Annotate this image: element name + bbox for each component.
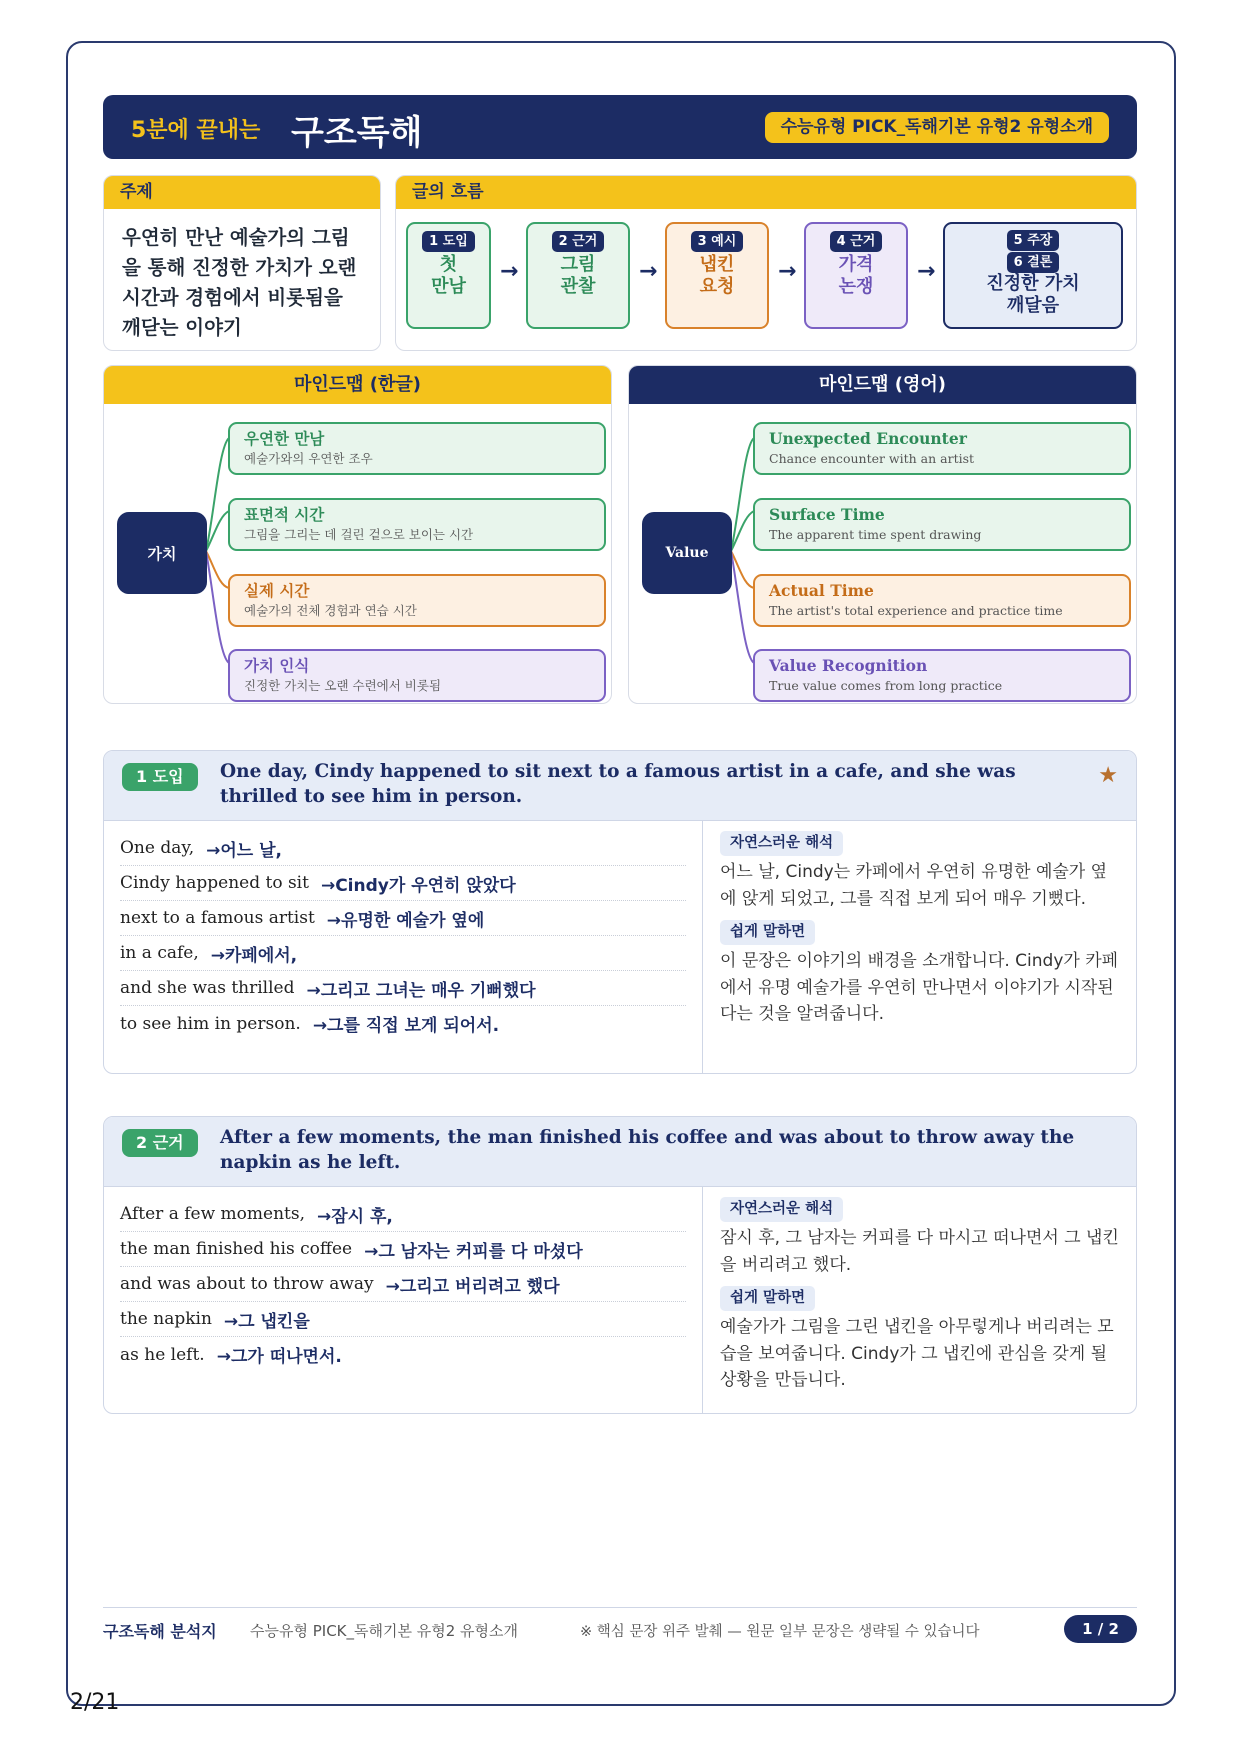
mindmap-node-desc: True value comes from long practice (769, 678, 1003, 693)
footer-title: 구조독해 분석지 (103, 1622, 217, 1641)
chunk-korean: →그리고 그녀는 매우 기뻐했다 (306, 980, 536, 1001)
chunk-row (120, 1197, 686, 1232)
flow-step-tag: 4 근거 (830, 231, 883, 252)
flow-step-5 (943, 222, 1123, 329)
flow-step-label: 첫 만남 (431, 254, 466, 297)
chunk-english: next to a famous artist (120, 908, 315, 928)
easy-explanation-label: 쉽게 말하면 (720, 920, 815, 945)
flow-step-tag: 2 근거 (552, 231, 605, 252)
section-divider (702, 821, 703, 1074)
chunk-list (120, 831, 686, 1041)
section-tag: 1 도입 (122, 763, 198, 791)
chunk-korean: →어느 날, (206, 840, 283, 861)
chunk-korean: →그 남자는 커피를 다 마셨다 (364, 1241, 583, 1262)
natural-translation-text: 잠시 후, 그 남자는 커피를 다 마시고 떠나면서 그 냅킨을 버리려고 했다. (720, 1228, 1119, 1275)
chunk-row (120, 831, 686, 866)
chunk-english: and was about to throw away (120, 1274, 374, 1294)
flow-step-label: 진정한 가치 깨달음 (986, 273, 1080, 316)
mindmap-node-title: Unexpected Encounter (769, 429, 967, 448)
mindmap-node-title: Surface Time (769, 505, 885, 524)
mindmap-korean (103, 365, 612, 704)
footer-subtitle: 수능유형 PICK_독해기본 유형2 유형소개 (250, 1622, 518, 1640)
mindmap-node-desc: 진정한 가치는 오랜 수련에서 비롯됨 (244, 678, 442, 693)
natural-translation-text: 어느 날, Cindy는 카페에서 우연히 유명한 예술가 옆에 앉게 되었고, 그를 직접 보게 되어 매우 기뻤다. (720, 862, 1108, 909)
chunk-row (120, 1006, 686, 1041)
chunk-list (120, 1197, 686, 1372)
mindmap-node (228, 498, 606, 551)
section-tag: 2 근거 (122, 1129, 198, 1157)
footer-note: ※ 핵심 문장 위주 발췌 — 원문 일부 문장은 생략될 수 있습니다 (580, 1624, 980, 1640)
topic-card (103, 175, 381, 351)
flow-step-label: 냅킨 요청 (699, 254, 735, 297)
flow-step-4 (804, 222, 908, 329)
flow-step-2 (526, 222, 630, 329)
easy-explanation-label: 쉽게 말하면 (720, 1286, 815, 1311)
topic-heading: 주제 (104, 176, 380, 209)
section-sentence: After a few moments, the man finished his coffee and was about to throw away the napkin as he left. (220, 1127, 1075, 1173)
chunk-row (120, 901, 686, 936)
flow-card (395, 175, 1137, 351)
arrow-right-icon: → (500, 259, 519, 284)
brand-title: 구조독해 (291, 113, 423, 153)
chunk-korean: →Cindy가 우연히 앉았다 (320, 875, 516, 896)
star-icon: ★ (1098, 763, 1118, 788)
flow-step-label: 가격 논쟁 (838, 254, 874, 297)
chunk-row (120, 971, 686, 1006)
footer-divider (103, 1607, 1137, 1608)
natural-translation-label: 자연스러운 해석 (720, 831, 843, 856)
flow-step-3 (665, 222, 769, 329)
chunk-row (120, 1232, 686, 1267)
mindmap-node (228, 422, 606, 475)
chunk-korean: →그를 직접 보게 되어서. (312, 1016, 500, 1036)
easy-explanation-text: 예술가가 그림을 그린 냅킨을 아무렇게나 버리려는 모습을 보여줍니다. Cindy가 그 냅킨에 관심을 갖게 될 상황을 만듭니다. (720, 1317, 1114, 1390)
sentence-section-1 (103, 750, 1137, 1074)
chunk-english: the man finished his coffee (120, 1239, 353, 1259)
mindmap-korean-heading: 마인드맵 (한글) (104, 366, 611, 404)
page-counter: 2/21 (70, 1690, 120, 1715)
chunk-english: One day, (120, 838, 195, 858)
notes-panel (720, 1197, 1120, 1402)
mindmap-node (228, 649, 606, 702)
mindmap-node-desc: The artist's total experience and practice time (769, 603, 1063, 618)
natural-translation-label: 자연스러운 해석 (720, 1197, 843, 1222)
mindmap-root: Value (642, 512, 732, 594)
chunk-english: to see him in person. (120, 1013, 301, 1034)
easy-explanation-text: 이 문장은 이야기의 배경을 소개합니다. Cindy가 카페에서 유명 예술가를 우연히 만나면서 이야기가 시작된다는 것을 알려줍니다. (720, 951, 1119, 1024)
chunk-english: in a cafe, (120, 943, 199, 963)
chunk-row (120, 1302, 686, 1337)
mindmap-node (753, 649, 1131, 702)
mindmap-english-heading: 마인드맵 (영어) (629, 366, 1136, 404)
chunk-row (120, 936, 686, 971)
mindmap-node-title: 가치 인식 (244, 657, 310, 675)
chunk-korean: →카페에서, (210, 945, 298, 966)
mindmap-node (753, 498, 1131, 551)
flow-step-label: 그림 관찰 (560, 254, 596, 297)
topic-text: 우연히 만난 예술가의 그림을 통해 진정한 가치가 오랜 시간과 경험에서 비롯됨을 깨닫는 이야기 (122, 226, 357, 339)
chunk-korean: →그가 떠나면서. (216, 1347, 342, 1367)
section-header (104, 1117, 1136, 1187)
chunk-english: Cindy happened to sit (120, 873, 309, 893)
mindmap-node-title: 우연한 만남 (244, 430, 325, 448)
page-indicator: 1 / 2 (1064, 1615, 1137, 1643)
section-sentence: One day, Cindy happened to sit next to a famous artist in a cafe, and she was thrilled to see him in person. (220, 761, 1016, 807)
flow-heading: 글의 흐름 (396, 176, 1136, 209)
mindmap-node-desc: 예술가와의 우연한 조우 (244, 451, 373, 466)
notes-panel (720, 831, 1120, 1036)
mindmap-node (753, 422, 1131, 475)
mindmap-node-title: Actual Time (769, 581, 874, 600)
flow-step-tag: 5 주장 (1007, 230, 1060, 251)
arrow-right-icon: → (639, 259, 658, 284)
chunk-korean: →그 냅킨을 (223, 1311, 310, 1332)
chunk-english: as he left. (120, 1344, 205, 1365)
chunk-row (120, 1337, 686, 1372)
section-header (104, 751, 1136, 821)
chunk-korean: →유명한 예술가 옆에 (326, 910, 485, 931)
section-divider (702, 1187, 703, 1414)
chunk-english: and she was thrilled (120, 978, 295, 998)
series-badge: 수능유형 PICK_독해기본 유형2 유형소개 (765, 112, 1109, 143)
mindmap-node-title: 표면적 시간 (244, 506, 325, 524)
mindmap-english (628, 365, 1137, 704)
mindmap-node-desc: 예술가의 전체 경험과 연습 시간 (244, 603, 417, 618)
flow-step-tag-2: 6 결론 (1007, 252, 1060, 273)
chunk-row (120, 1267, 686, 1302)
mindmap-node-desc: The apparent time spent drawing (769, 527, 982, 542)
mindmap-node-desc: 그림을 그리는 데 걸린 겉으로 보이는 시간 (244, 527, 474, 542)
arrow-right-icon: → (917, 259, 936, 284)
mindmap-node-title: Value Recognition (769, 656, 928, 675)
arrow-right-icon: → (778, 259, 797, 284)
chunk-korean: →그리고 버리려고 했다 (385, 1276, 560, 1297)
mindmap-node (228, 574, 606, 627)
flow-step-1 (406, 222, 491, 329)
chunk-korean: →잠시 후, (316, 1206, 393, 1227)
mindmap-node (753, 574, 1131, 627)
chunk-english: After a few moments, (120, 1204, 305, 1224)
mindmap-root: 가치 (117, 512, 207, 594)
brand-subtitle: 5분에 끝내는 (131, 118, 261, 143)
mindmap-node-title: 실제 시간 (244, 582, 310, 600)
flow-step-tag: 1 도입 (422, 231, 475, 252)
chunk-english: the napkin (120, 1309, 212, 1329)
chunk-row (120, 866, 686, 901)
mindmap-node-desc: Chance encounter with an artist (769, 451, 975, 466)
sentence-section-2 (103, 1116, 1137, 1414)
header-banner (103, 95, 1137, 159)
flow-step-tag: 3 예시 (691, 231, 744, 252)
